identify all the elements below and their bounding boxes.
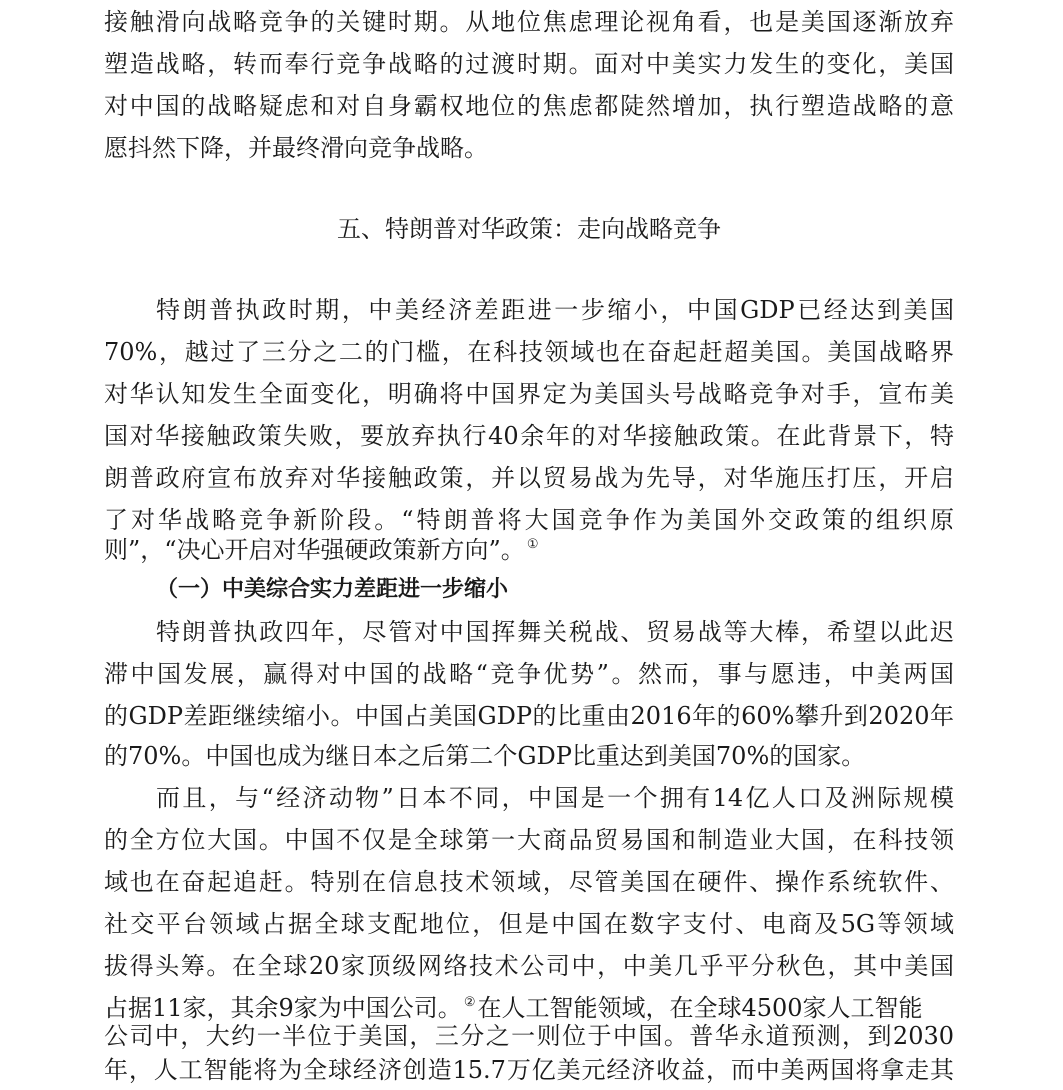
paragraph-line: 愿抖然下降，并最终滑向竞争战略。 xyxy=(104,134,488,162)
section-heading: 五、特朗普对华政策：走向战略竞争 xyxy=(337,215,721,243)
paragraph-line: 对华认知发生全面变化，明确将中国界定为美国头号战略竞争对手，宣布美 xyxy=(104,380,954,408)
paragraph-line: 国对华接触政策失败，要放弃执行40余年的对华接触政策。在此背景下，特 xyxy=(104,422,954,450)
paragraph-line-text: 则”，“决心开启对华强硬政策新方向”。 xyxy=(104,536,525,564)
paragraph-line: 社交平台领域占据全球支配地位，但是中国在数字支付、电商及5G等领域 xyxy=(104,910,954,938)
paragraph-line: 对中国的战略疑虑和对自身霸权地位的焦虑都陡然增加，执行塑造战略的意 xyxy=(104,92,954,120)
paragraph-line: 域也在奋起追赶。特别在信息技术领域，尽管美国在硬件、操作系统软件、 xyxy=(104,868,954,896)
paragraph-line-with-footnote xyxy=(104,530,954,570)
paragraph-line-text: 在人工智能领域，在全球4500家人工智能 xyxy=(477,994,923,1022)
paragraph-line: 特朗普执政时期，中美经济差距进一步缩小，中国GDP已经达到美国 xyxy=(156,296,954,324)
paragraph-line: 接触滑向战略竞争的关键时期。从地位焦虑理论视角看，也是美国逐渐放弃 xyxy=(104,8,954,36)
subsection-heading: （一）中美综合实力差距进一步缩小 xyxy=(156,577,509,602)
paragraph-line: 而且，与“经济动物”日本不同，中国是一个拥有14亿人口及洲际规模 xyxy=(156,784,954,812)
paragraph-line: 年，人工智能将为全球经济创造15.7万亿美元经济收益，而中美两国将拿走其 xyxy=(104,1056,954,1084)
paragraph-line-text: 占据11家，其余9家为中国公司。 xyxy=(104,994,462,1022)
paragraph-line: 塑造战略，转而奉行竞争战略的过渡时期。面对中美实力发生的变化，美国 xyxy=(104,50,954,78)
paragraph-line: 滞中国发展，赢得对中国的战略“竞争优势”。然而，事与愿违，中美两国 xyxy=(104,660,954,688)
paragraph-line: 的全方位大国。中国不仅是全球第一大商品贸易国和制造业大国，在科技领 xyxy=(104,826,954,854)
paragraph-line: 的70%。中国也成为继日本之后第二个GDP比重达到美国70%的国家。 xyxy=(104,742,866,770)
paragraph-line: 的GDP差距继续缩小。中国占美国GDP的比重由2016年的60%攀升到2020年 xyxy=(104,702,954,730)
paragraph-line: 特朗普执政四年，尽管对中国挥舞关税战、贸易战等大棒，希望以此迟 xyxy=(156,618,954,646)
paragraph-line: 公司中，大约一半位于美国，三分之一则位于中国。普华永道预测，到2030 xyxy=(104,1022,954,1050)
paragraph-line: 70%，越过了三分之二的门槛，在科技领域也在奋起赶超美国。美国战略界 xyxy=(104,338,954,366)
paragraph-line: 了对华战略竞争新阶段。“特朗普将大国竞争作为美国外交政策的组织原 xyxy=(104,506,954,534)
footnote-marker: ① xyxy=(526,537,539,552)
paragraph-line: 拔得头筹。在全球20家顶级网络技术公司中，中美几乎平分秋色，其中美国 xyxy=(104,952,954,980)
footnote-marker: ② xyxy=(463,995,476,1010)
paragraph-line: 朗普政府宣布放弃对华接触政策，并以贸易战为先导，对华施压打压，开启 xyxy=(104,464,954,492)
